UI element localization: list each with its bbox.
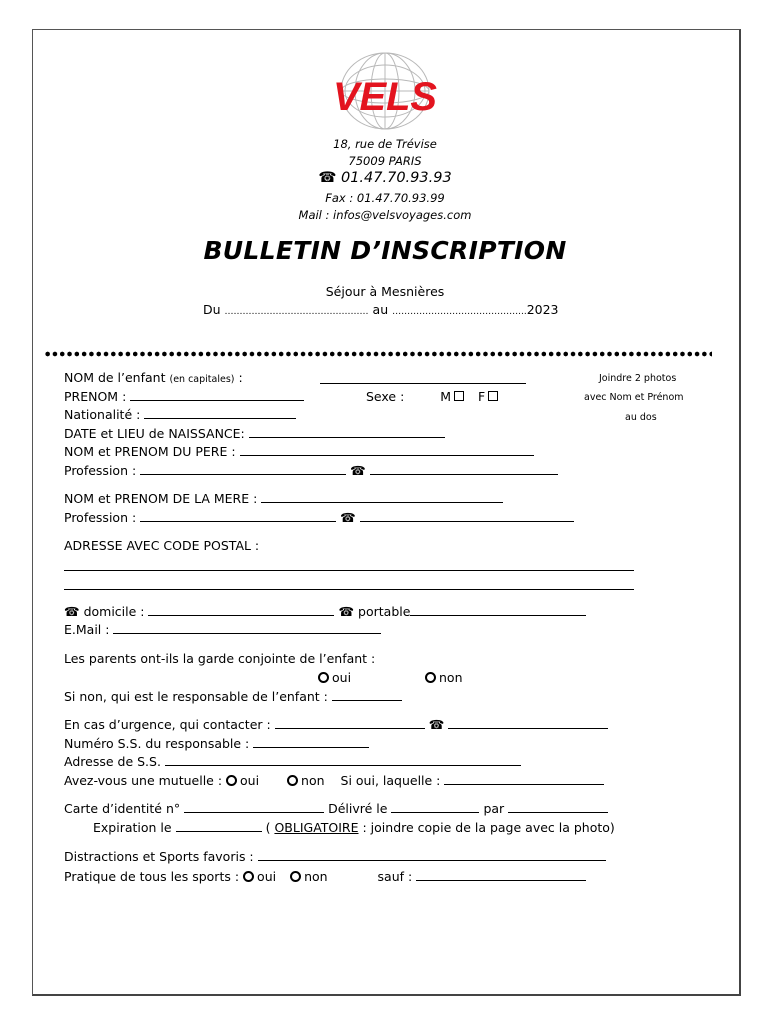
numero-ss-label: Numéro S.S. du responsable : <box>64 736 250 751</box>
sejour-label: Séjour à Mesnières <box>325 284 445 299</box>
sauf-label: sauf : <box>377 869 413 884</box>
domicile-label: domicile : <box>83 604 145 619</box>
profession-pere-row <box>64 463 558 478</box>
pratique-oui-label: oui <box>257 869 277 884</box>
fax-line: Fax : 01.47.70.93.99 <box>325 191 445 205</box>
mutuelle-oui-label: oui <box>240 773 260 788</box>
profession-pere-label: Profession : <box>64 463 137 478</box>
carte-row <box>64 801 608 816</box>
adresse-ss-label: Adresse de S.S. <box>64 754 161 769</box>
nom-mere-row <box>64 491 503 506</box>
pratique-non-label: non <box>304 869 328 884</box>
sexe-row <box>366 389 498 404</box>
mutuelle-label: Avez-vous une mutuelle : <box>64 773 223 788</box>
prenom-row <box>64 389 304 404</box>
numero-ss-row <box>64 736 369 751</box>
nom-mere-label: NOM et PRENOM DE LA MERE : <box>64 491 258 506</box>
photo-note-2: avec Nom et Prénom <box>584 392 684 403</box>
paren-open: ( <box>265 820 271 835</box>
numero-ss-field[interactable] <box>253 736 369 748</box>
phone-number: 01.47.70.93.93 <box>340 170 452 186</box>
logo-text: VELS <box>333 75 438 119</box>
urgence-label: En cas d’urgence, qui contacter : <box>64 717 271 732</box>
phone-line <box>0 170 770 186</box>
distractions-label: Distractions et Sports favoris : <box>64 849 254 864</box>
obligatoire-label: OBLIGATOIRE <box>274 820 359 835</box>
nom-mere-field[interactable] <box>261 491 503 503</box>
au-label: au <box>372 302 389 317</box>
naissance-field[interactable] <box>249 426 445 438</box>
carte-label: Carte d’identité n° <box>64 801 181 816</box>
photo-note-3: au dos <box>625 412 657 423</box>
colon: : <box>238 370 243 385</box>
prenom-label: PRENOM : <box>64 389 127 404</box>
au-field[interactable]: ……………………………………... <box>392 307 527 317</box>
par-field[interactable] <box>508 801 608 813</box>
phone-pere-field[interactable] <box>370 463 558 475</box>
phone-icon: ☎ <box>340 510 356 525</box>
garde-oui-radio[interactable] <box>318 672 329 683</box>
phone-icon: ☎ <box>338 604 355 619</box>
expiration-label: Expiration le <box>93 820 172 835</box>
profession-mere-field[interactable] <box>140 510 336 522</box>
nationalite-field[interactable] <box>144 407 296 419</box>
year-label: 2023 <box>526 302 559 317</box>
vels-logo <box>328 48 442 134</box>
sexe-f-checkbox[interactable] <box>488 391 498 401</box>
mutuelle-row <box>64 773 604 788</box>
adresse-field-1[interactable] <box>64 570 634 571</box>
phone-icon: ☎ <box>318 170 337 186</box>
expiration-row <box>93 820 615 835</box>
globe-icon <box>328 48 442 134</box>
sauf-field[interactable] <box>416 869 586 881</box>
sejour-dates <box>203 302 559 317</box>
adresse-label: ADRESSE AVEC CODE POSTAL : <box>64 538 260 553</box>
email-label: E.Mail : <box>64 622 110 637</box>
mutuelle-oui-radio[interactable] <box>226 775 237 786</box>
address-street: 18, rue de Trévise <box>333 137 437 151</box>
nom-enfant-label: NOM de l’enfant <box>64 370 166 385</box>
mutuelle-non-label: non <box>301 773 325 788</box>
nom-pere-field[interactable] <box>240 444 534 456</box>
domicile-field[interactable] <box>148 604 334 616</box>
du-field[interactable]: ………………………………………… <box>224 307 369 317</box>
urgence-field[interactable] <box>275 717 425 729</box>
si-non-label: Si non, qui est le responsable de l’enfant : <box>64 689 328 704</box>
nom-pere-label: NOM et PRENOM DU PERE : <box>64 444 236 459</box>
profession-mere-row <box>64 510 574 525</box>
garde-non-radio[interactable] <box>425 672 436 683</box>
naissance-row <box>64 426 445 441</box>
nationalite-label: Nationalité : <box>64 407 141 422</box>
garde-oui-option[interactable] <box>318 670 351 685</box>
domicile-row <box>64 604 586 619</box>
dotted-separator <box>44 350 712 358</box>
nom-enfant-row <box>64 370 243 385</box>
par-label: par <box>483 801 505 816</box>
garde-oui-label: oui <box>332 670 352 685</box>
phone-icon: ☎ <box>350 463 366 478</box>
si-non-row <box>64 689 402 704</box>
profession-pere-field[interactable] <box>140 463 346 475</box>
address-city: 75009 PARIS <box>348 154 422 168</box>
sexe-f-label: F <box>478 389 486 404</box>
nom-enfant-field[interactable] <box>320 372 526 384</box>
form-title: BULLETIN D’INSCRIPTION <box>203 236 567 265</box>
phone-icon: ☎ <box>64 604 80 619</box>
delivre-label: Délivré le <box>328 801 388 816</box>
garde-non-option[interactable] <box>425 670 463 685</box>
du-label: Du <box>203 302 221 317</box>
prenom-field[interactable] <box>130 389 304 401</box>
carte-field[interactable] <box>184 801 324 813</box>
sexe-m-checkbox[interactable] <box>454 391 464 401</box>
pratique-row <box>64 869 586 884</box>
si-oui-label: Si oui, laquelle : <box>340 773 441 788</box>
photo-note-1: Joindre 2 photos <box>599 373 677 384</box>
pratique-oui-radio[interactable] <box>243 871 254 882</box>
profession-mere-label: Profession : <box>64 510 137 525</box>
email-row <box>64 622 381 637</box>
garde-non-label: non <box>439 670 463 685</box>
adresse-ss-field[interactable] <box>165 754 521 766</box>
nationalite-row <box>64 407 296 422</box>
adresse-field-2[interactable] <box>64 589 634 590</box>
sexe-m-label: M <box>440 389 452 404</box>
delivre-field[interactable] <box>391 801 479 813</box>
expiration-field[interactable] <box>176 820 262 832</box>
portable-field[interactable] <box>410 604 586 616</box>
responsable-field[interactable] <box>332 689 402 701</box>
distractions-field[interactable] <box>258 849 606 861</box>
mutuelle-name-field[interactable] <box>444 773 604 785</box>
pratique-non-radio[interactable] <box>290 871 301 882</box>
nom-pere-row <box>64 444 534 459</box>
email-field[interactable] <box>113 622 381 634</box>
portable-label: portable <box>358 604 411 619</box>
obligatoire-note: : joindre copie de la page avec la photo) <box>362 820 615 835</box>
sexe-label: Sexe : <box>366 389 405 404</box>
urgence-row <box>64 717 608 732</box>
naissance-label: DATE et LIEU de NAISSANCE: <box>64 426 245 441</box>
pratique-label: Pratique de tous les sports : <box>64 869 240 884</box>
mutuelle-non-radio[interactable] <box>287 775 298 786</box>
phone-mere-field[interactable] <box>360 510 574 522</box>
distractions-row <box>64 849 606 864</box>
mail-line: Mail : infos@velsvoyages.com <box>298 208 472 222</box>
urgence-phone-field[interactable] <box>448 717 608 729</box>
en-capitales-note: (en capitales) <box>169 374 235 385</box>
phone-icon: ☎ <box>428 717 445 732</box>
garde-question: Les parents ont-ils la garde conjointe de l’enfant : <box>64 651 376 666</box>
adresse-ss-row <box>64 754 521 769</box>
